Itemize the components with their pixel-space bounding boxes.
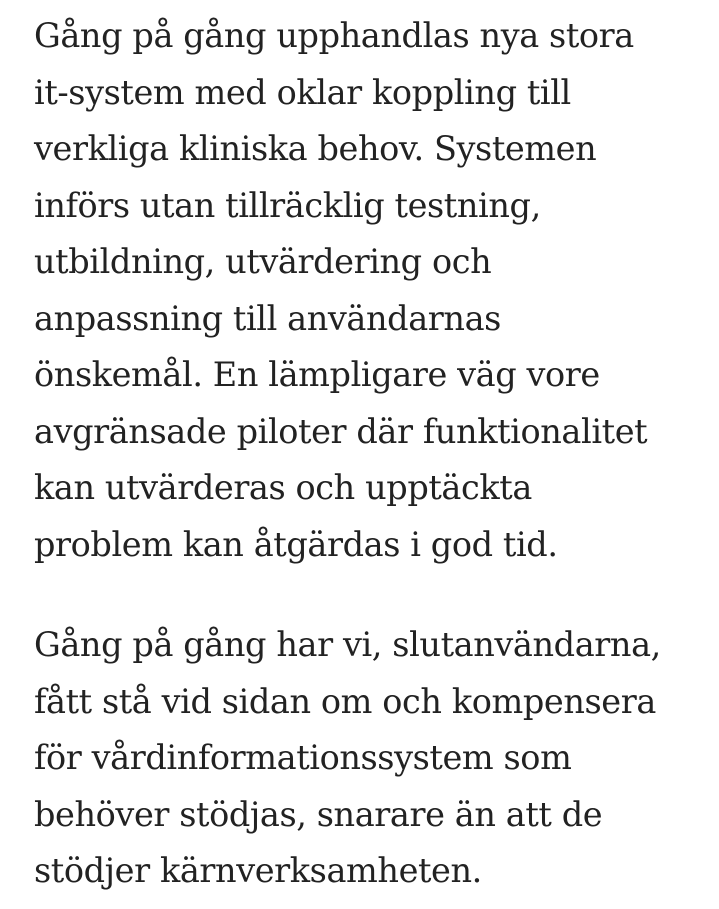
paragraph-line: avgränsade piloter där funktionalitet [34, 411, 648, 451]
paragraph-line: verkliga kliniska behov. Systemen [34, 129, 597, 168]
paragraph-line: behöver stödjas, snarare än att de [34, 794, 603, 834]
paragraph-line: Gång på gång upphandlas nya stora [34, 16, 634, 55]
paragraph-line: anpassning till användarnas [34, 298, 501, 338]
paragraph-line: stödjer kärnverksamheten. [34, 851, 482, 890]
article-body [34, 8, 704, 900]
paragraph-line: önskemål. En lämpligare väg vore [34, 355, 600, 394]
paragraph-2 [34, 617, 704, 900]
paragraph-line: utbildning, utvärdering och [34, 242, 492, 281]
paragraph-line: kan utvärderas och upptäckta [34, 468, 532, 507]
paragraph-line: för vårdinformationssystem som [34, 738, 572, 777]
paragraph-line: problem kan åtgärdas i god tid. [34, 524, 558, 564]
paragraph-1 [34, 8, 704, 573]
paragraph-line: införs utan tillräcklig testning, [34, 185, 541, 225]
paragraph-line: Gång på gång har vi, slutanvändarna, [34, 625, 661, 664]
paragraph-line: it-system med oklar koppling till [34, 72, 571, 112]
paragraph-line: fått stå vid sidan om och kompensera [34, 681, 656, 721]
